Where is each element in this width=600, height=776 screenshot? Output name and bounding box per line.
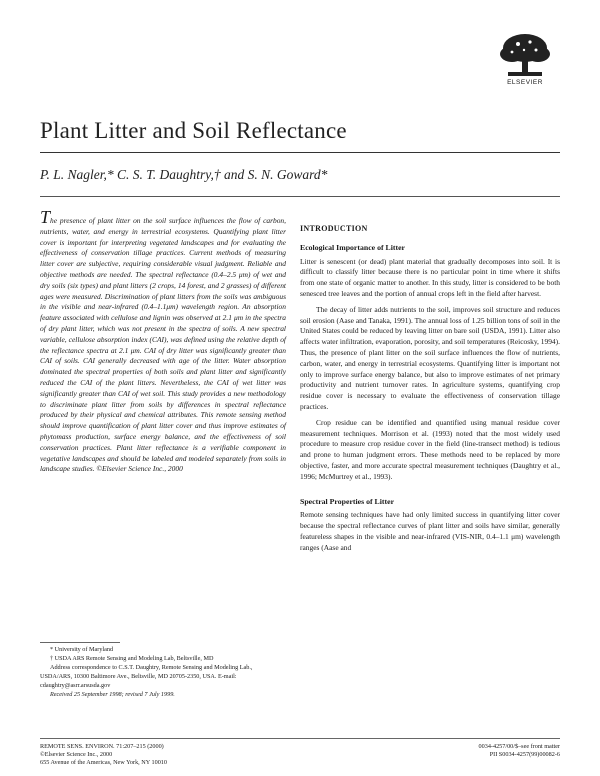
paragraph: Crop residue can be identified and quantified using manual residue cover measurement techniques. Morrison et al. (1993) noted that the most widely used procedure to measure crop residue cover in the field (line-transect method) is tedious and prone to human judgment errors. These methods need to be replaced by more objective, faster, and more accurate spectral measurement techniques (Daughtry et al., 1996; McMurtrey et al., 1993). bbox=[300, 417, 560, 481]
paper-title: Plant Litter and Soil Reflectance bbox=[40, 118, 347, 143]
publisher-logo-text: ELSEVIER bbox=[507, 79, 543, 86]
journal-info bbox=[40, 743, 167, 766]
pii-info bbox=[380, 743, 560, 759]
title-rule bbox=[40, 152, 560, 153]
footnotes bbox=[40, 646, 286, 699]
section-heading-introduction: INTRODUCTION bbox=[300, 224, 368, 233]
journal-citation: REMOTE SENS. ENVIRON. 71:207–215 (2000) bbox=[40, 743, 164, 750]
author-list: P. L. Nagler,* C. S. T. Daughtry,† and S. N. Goward* bbox=[40, 167, 328, 182]
footnote-received: Received 25 September 1998; revised 7 July 1999. bbox=[50, 690, 175, 698]
issn-line: 0034-4257/00/$–see front matter bbox=[478, 743, 560, 750]
pii-line: PII S0034-4257(99)00082-6 bbox=[489, 750, 560, 758]
abstract-dropcap: T bbox=[40, 207, 51, 227]
journal-address: 655 Avenue of the Americas, New York, NY 10010 bbox=[40, 758, 167, 766]
journal-copyright: ©Elsevier Science Inc., 2000 bbox=[40, 750, 113, 758]
paragraph: Litter is senescent (or dead) plant material that gradually decomposes into soil. It is difficult to classify litter because there is no particular point in time where it shifts from one state of organic matter to another. In this study, litter is considered to be both senesced tree leaves and the portion of annual crops left in the field after harvest. bbox=[300, 256, 560, 298]
subsection-heading-spectral: Spectral Properties of Litter bbox=[300, 496, 395, 506]
footnote-correspondence: Address correspondence to C.S.T. Daughtry, Remote Sensing and Modeling Lab., USDA/ARS, 10300 Baltimore Ave., Beltsville, MD 20705-2350, USA. E-mail: cdaughtry@asrr.arsusda.gov bbox=[40, 663, 253, 689]
paragraph: The decay of litter adds nutrients to the soil, improves soil structure and reduces soil erosion (Aase and Tanaka, 1991). The annual loss of 1.25 billion tons of soil in the United States could be reduced by leaving litter on bare soil (USDA, 1991). Litter also affects water infiltration, evaporation, porosity, and soil temperatures (Reicosky, 1994). Thus, the presence of plant litter on the soil surface influences the flow of nutrients, carbon, water, and energy in terrestrial ecosystems. Quantifying litter is important not only to improve surface energy balance, but also to improve estimates of net primary productivity and nutrient turnover rates. In agriculture systems, quantifying crop residue cover is necessary to evaluate the effectiveness of conservation tillage practices. bbox=[300, 304, 560, 411]
footnote-affiliation-2: † USDA ARS Remote Sensing and Modeling Lab, Beltsville, MD bbox=[50, 654, 214, 662]
bottom-rule bbox=[40, 738, 560, 739]
elsevier-tree-logo bbox=[490, 30, 560, 78]
body-column bbox=[300, 224, 560, 554]
subsection-heading-ecological: Ecological Importance of Litter bbox=[300, 242, 406, 252]
paragraph: Remote sensing techniques have had only limited success in quantifying litter cover because the spectral reflectance curves of plant litter and soils have similar, generally featureless shapes in the visible and near-infrared (VIS-NIR, 0.4–1.1 μm) wavelength ranges (Aase and bbox=[300, 510, 560, 552]
footnote-rule bbox=[40, 642, 120, 643]
author-rule bbox=[40, 196, 560, 197]
abstract-text: he presence of plant litter on the soil surface influences the flow of carbon, nutrients, water, and energy in terrestrial ecosystems. Quantifying plant litter cover is important for interpreting vegetated landscapes and for evaluating the effectiveness of conservation tillage practices. Current methods of measuring litter cover are subjective, requiring considerable visual judgment. Reliable and objective methods are needed. The spectral reflectance (0.4–2.5 μm) of wet and dry soils (six types) and plant litters (2 crops, 14 forest, and 2 grasses) of different ages were measured. Discrimination of plant litters from the soils was ambiguous in the visible and near-infrared (0.4–1.1μm) wavelength region. An absorption feature associated with cellulose and lignin was observed at 2.1 μm in the spectra of dry plant litter, which was not present in the spectra of soils. A new spectral variable, cellulose absorption index (CAI), was defined using the relative depth of the reflectance spectra at 2.1 μm. CAI of dry litter was significantly greater than CAI of soils. CAI generally decreased with age of the litter. Water absorption dominated the spectral properties of both soils and plant litter and significantly reduced the CAI of the plant litters. Nevertheless, the CAI of wet litter was significantly greater than CAI of wet soil. This study provides a new methodology to discriminate plant litter from soils by differences in spectral reflectance produced by their physical and chemical attributes. This remote sensing method should improve quantification of plant litter cover and thus improve estimates of phytomass production, surface energy balance, and the effectiveness of soil conservation practices. Plant litter reflectance is a verifiable component in vegetative landscapes and should be labeled and modeled separately from soils in landscape studies. ©Elsevier Science Inc., 2000 bbox=[40, 216, 286, 474]
abstract bbox=[40, 207, 286, 475]
footnote-affiliation-1: * University of Maryland bbox=[50, 646, 114, 653]
